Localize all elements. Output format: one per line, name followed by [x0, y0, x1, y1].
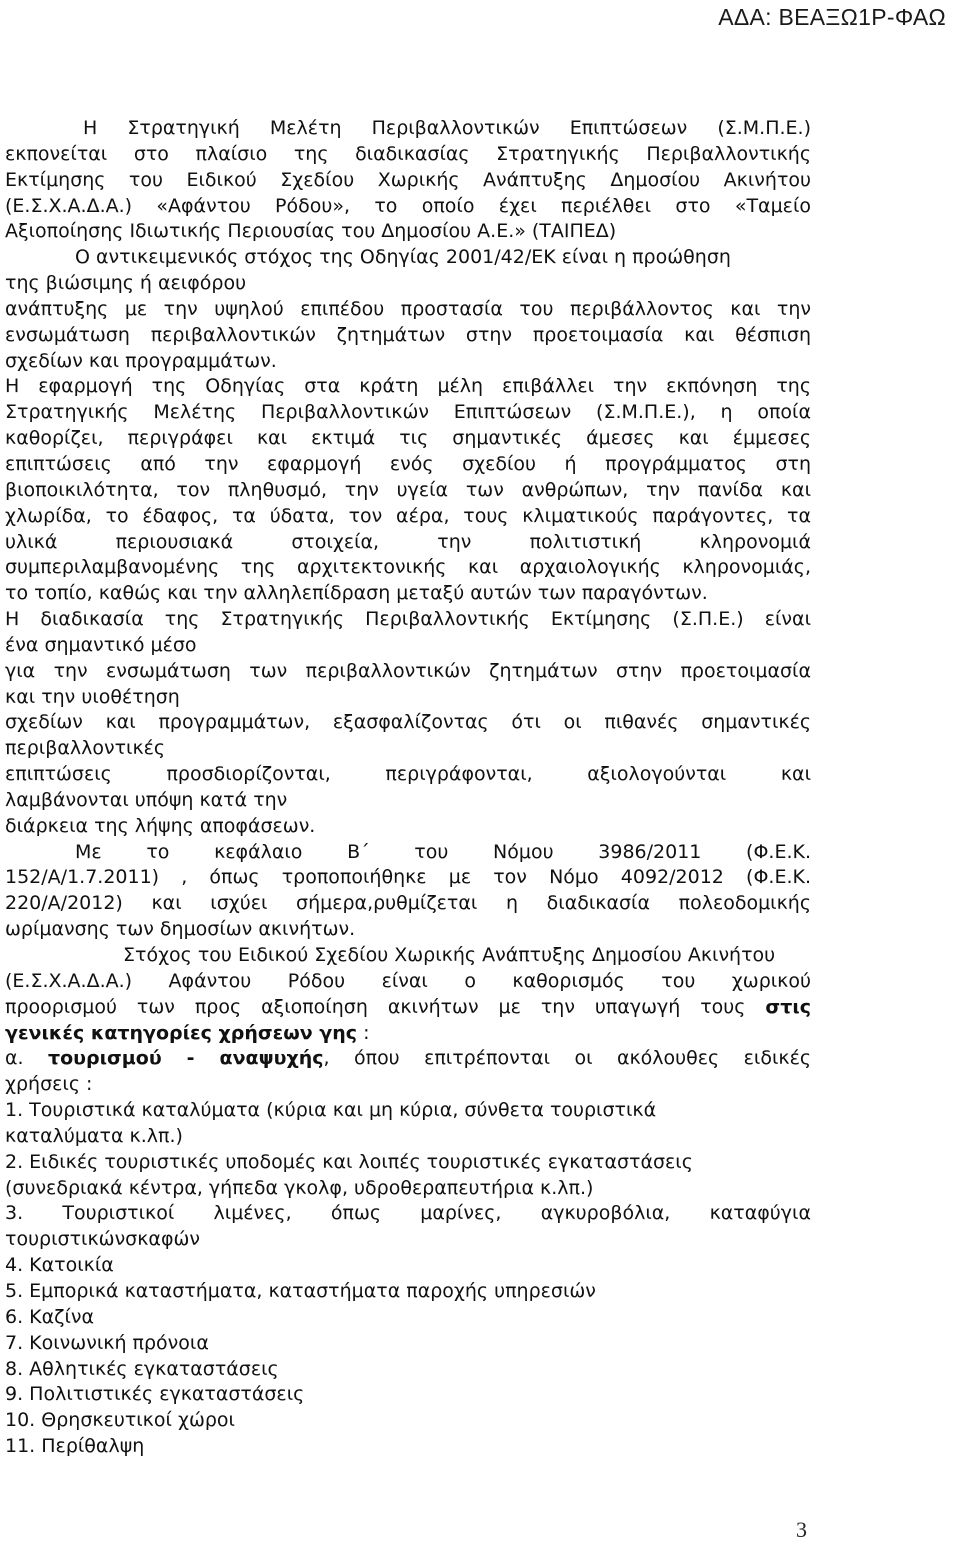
list-item: 1. Τουριστικά καταλύματα (κύρια και μη κύρια, σύνθετα τουριστικά	[5, 1099, 657, 1122]
text-line: (Ε.Σ.Χ.Α.Δ.Α.) «Αφάντου Ρόδου», το οποίο έχει περιέλθει στο «Ταμείο	[5, 194, 811, 217]
document-body	[5, 116, 811, 1460]
text-line: 220/Α/2012) και ισχύει σήμερα,ρυθμίζεται η διαδικασία πολεοδομικής	[5, 892, 811, 915]
text-line: Με το κεφάλαιο Β΄ του Νόμου 3986/2011 (Φ.Ε.Κ.	[75, 840, 811, 863]
text-line: βιοποικιλότητα, τον πληθυσμό, την υγεία των ανθρώπων, την πανίδα και	[5, 478, 811, 501]
text-line	[5, 995, 811, 1021]
text-line	[5, 1021, 811, 1047]
bold-fragment: τουρισμού - αναψυχής	[48, 1047, 324, 1070]
ada-code: ΑΔΑ: ΒΕΑΞΩ1Ρ-ΦΑΩ	[718, 4, 946, 30]
text-line: εκπονείται στο πλαίσιο της διαδικασίας Στρατηγικής Περιβαλλοντικής	[5, 142, 811, 165]
text-line: περιβαλλοντικές	[5, 737, 166, 760]
list-item: 9. Πολιτιστικές εγκαταστάσεις	[5, 1383, 305, 1406]
text-line: επιπτώσεις από την εφαρμογή ενός σχεδίου ή προγράμματος στη	[5, 452, 811, 475]
text-line: καθορίζει, περιγράφει και εκτιμά τις σημαντικές άμεσες και έμμεσες	[5, 427, 811, 450]
list-item: 2. Ειδικές τουριστικές υποδομές και λοιπές τουριστικές εγκαταστάσεις	[5, 1150, 693, 1173]
text-line: σχεδίων και προγραμμάτων.	[5, 349, 277, 372]
text-line: Αξιοποίησης Ιδιωτικής Περιουσίας του Δημοσίου Α.Ε.» (ΤΑΙΠΕΔ)	[5, 220, 617, 243]
text-line: καταλύματα κ.λπ.)	[5, 1124, 183, 1147]
text-fragment: :	[357, 1021, 370, 1044]
text-line: Η εφαρμογή της Οδηγίας στα κράτη μέλη επιβάλλει την εκπόνηση της	[5, 375, 811, 398]
list-marker: α.	[5, 1047, 24, 1070]
text-line: υλικά περιουσιακά στοιχεία, την πολιτιστική κληρονομιά	[5, 530, 811, 553]
text-fragment: προορισμού των προς αξιοποίηση ακινήτων με την υπαγωγή τους	[5, 995, 746, 1018]
text-line: 152/Α/1.7.2011) , όπως τροποποιήθηκε με τον Νόμο 4092/2012 (Φ.Ε.Κ.	[5, 866, 811, 889]
text-line: Η Στρατηγική Μελέτη Περιβαλλοντικών Επιπτώσεων (Σ.Μ.Π.Ε.)	[83, 117, 811, 139]
list-item: 7. Κοινωνική πρόνοια	[5, 1331, 209, 1354]
text-line: Εκτίμησης του Ειδικού Σχεδίου Χωρικής Ανάπτυξης Δημοσίου Ακινήτου	[5, 168, 811, 191]
text-line: χλωρίδα, το έδαφος, τα ύδατα, τον αέρα, τους κλιματικούς παράγοντες, τα	[5, 504, 811, 527]
text-line: ωρίμανσης των δημοσίων ακινήτων.	[5, 918, 356, 941]
list-item: 3. Τουριστικοί λιμένες, όπως μαρίνες, αγκυροβόλια, καταφύγια	[5, 1202, 811, 1225]
text-line: συμπεριλαμβανομένης της αρχιτεκτονικής και αρχαιολογικής κληρονομιάς,	[5, 556, 811, 579]
text-line: για την ενσωμάτωση των περιβαλλοντικών ζητημάτων στην προετοιμασία	[5, 659, 811, 682]
text-line: Στόχος του Ειδικού Σχεδίου Χωρικής Ανάπτυξης Δημοσίου Ακινήτου	[123, 944, 776, 966]
text-fragment: , όπου επιτρέπονται οι ακόλουθες ειδικές	[323, 1047, 811, 1070]
bold-fragment: γενικές κατηγορίες χρήσεων γης	[5, 1021, 358, 1044]
bold-fragment: στις	[765, 995, 811, 1018]
list-item: 6. Καζίνα	[5, 1305, 95, 1328]
text-line: ανάπτυξης με την υψηλού επιπέδου προστασία του περιβάλλοντος και την	[5, 297, 811, 320]
text-line: ενσωμάτωση περιβαλλοντικών ζητημάτων στην προετοιμασία και θέσπιση	[5, 323, 811, 346]
text-line: διάρκεια της λήψης αποφάσεων.	[5, 814, 316, 837]
text-line: ένα σημαντικό μέσο	[5, 633, 197, 656]
text-line: (συνεδριακά κέντρα, γήπεδα γκολφ, υδροθεραπευτήρια κ.λπ.)	[5, 1176, 594, 1199]
text-line: και την υιοθέτηση	[5, 685, 180, 708]
text-line: της βιώσιμης ή αειφόρου	[5, 272, 247, 295]
list-item: 10. Θρησκευτικοί χώροι	[5, 1409, 235, 1432]
text-line: χρήσεις :	[5, 1073, 93, 1096]
text-line: σχεδίων και προγραμμάτων, εξασφαλίζοντας ότι οι πιθανές σημαντικές	[5, 711, 811, 734]
text-line: τουριστικώνσκαφών	[5, 1228, 201, 1251]
page-number: 3	[796, 1517, 807, 1542]
text-line: λαμβάνονται υπόψη κατά την	[5, 788, 288, 811]
text-line: επιπτώσεις προσδιορίζονται, περιγράφονται, αξιολογούνται και	[5, 763, 811, 786]
list-item: 11. Περίθαλψη	[5, 1435, 145, 1458]
text-line	[5, 1046, 811, 1072]
text-line: το τοπίο, καθώς και την αλληλεπίδραση μεταξύ αυτών των παραγόντων.	[5, 582, 708, 605]
text-line: (Ε.Σ.Χ.Α.Δ.Α.) Αφάντου Ρόδου είναι ο καθορισμός του χωρικού	[5, 969, 811, 992]
list-item: 8. Αθλητικές εγκαταστάσεις	[5, 1357, 279, 1380]
text-line: Η διαδικασία της Στρατηγικής Περιβαλλοντικής Εκτίμησης (Σ.Π.Ε.) είναι	[5, 608, 811, 631]
text-line: Ο αντικειμενικός στόχος της Οδηγίας 2001/42/ΕΚ είναι η προώθηση	[75, 246, 731, 269]
list-item: 4. Κατοικία	[5, 1254, 114, 1277]
text-line: Στρατηγικής Μελέτης Περιβαλλοντικών Επιπτώσεων (Σ.Μ.Π.Ε.), η οποία	[5, 401, 811, 424]
list-item: 5. Εμπορικά καταστήματα, καταστήματα παροχής υπηρεσιών	[5, 1279, 596, 1302]
